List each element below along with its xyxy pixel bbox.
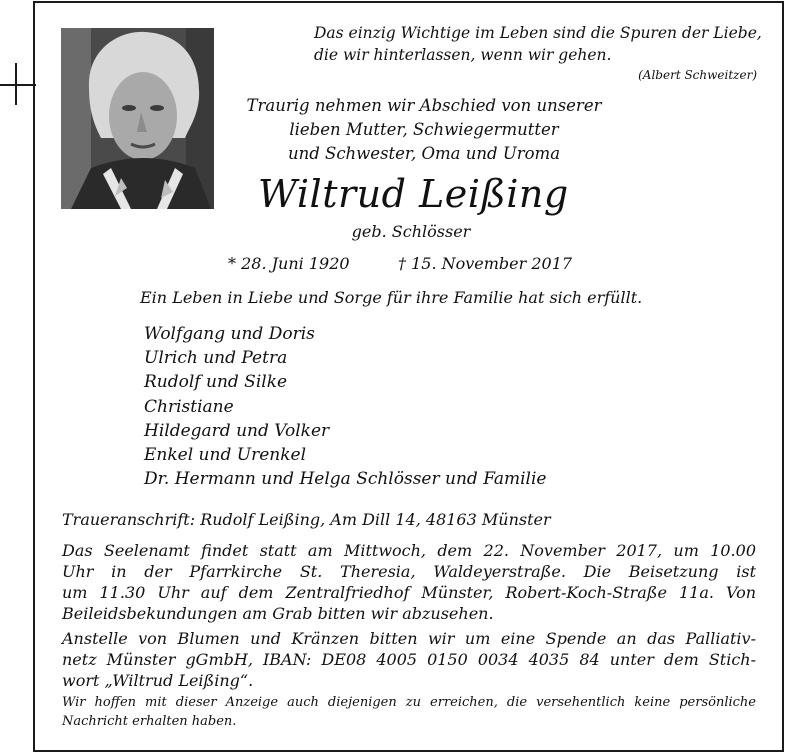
mourning-address: Traueranschrift: Rudolf Leißing, Am Dill 14, 48163 Münster bbox=[62, 510, 551, 529]
portrait-photo bbox=[61, 28, 214, 209]
mourner-entry: Wolfgang und Doris bbox=[144, 324, 315, 344]
quote-line: Das einzig Wichtige im Leben sind die Spuren der Liebe, bbox=[314, 24, 762, 42]
death-date: † 15. November 2017 bbox=[398, 254, 573, 273]
mourner-entry: Ulrich und Petra bbox=[144, 348, 288, 369]
mourner-entry: Rudolf und Silke bbox=[144, 372, 288, 393]
service-line: Das Seelenamt findet statt am Mittwoch, dem 22. November 2017, um 10.00 bbox=[62, 541, 756, 560]
intro-line: lieben Mutter, Schwiegermutter bbox=[289, 120, 559, 139]
cross-symbol-vertical bbox=[15, 63, 17, 105]
note-line: Nachricht erhalten haben. bbox=[62, 714, 237, 729]
mourner-entry: Hildegard und Volker bbox=[144, 420, 330, 441]
closing-note bbox=[62, 693, 756, 731]
service-paragraph bbox=[62, 540, 756, 624]
donation-line: Anstelle von Blumen und Kränzen bitten wir um eine Spende an das Palliativ- bbox=[62, 629, 756, 648]
deceased-name: Wiltrud Leißing bbox=[258, 172, 569, 216]
mourner-entry: Enkel und Urenkel bbox=[144, 445, 307, 466]
birth-date: * 28. Juni 1920 bbox=[228, 254, 350, 273]
service-line: Beileidsbekundungen am Grab bitten wir abzusehen. bbox=[62, 604, 494, 623]
life-statement: Ein Leben in Liebe und Sorge für ihre Familie hat sich erfüllt. bbox=[140, 288, 643, 307]
service-line: um 11.30 Uhr auf dem Zentralfriedhof Münster, Robert-Koch-Straße 11a. Von bbox=[62, 583, 756, 602]
service-line: Uhr in der Pfarrkirche St. Theresia, Waldeyerstraße. Die Beisetzung ist bbox=[62, 562, 756, 581]
quote-author: (Albert Schweitzer) bbox=[638, 68, 757, 82]
mourners-list bbox=[144, 322, 546, 491]
donation-line: netz Münster gGmbH, IBAN: DE08 4005 0150 0034 4035 84 unter dem Stich- bbox=[62, 650, 756, 669]
mourner-entry: Christiane bbox=[144, 396, 234, 417]
intro-line: und Schwester, Oma und Uroma bbox=[287, 144, 561, 163]
donation-paragraph bbox=[62, 628, 756, 691]
cross-symbol-horizontal bbox=[0, 84, 36, 86]
quote-line: die wir hinterlassen, wenn wir gehen. bbox=[314, 46, 612, 64]
mourner-entry: Dr. Hermann und Helga Schlösser und Familie bbox=[144, 469, 547, 490]
note-line: Wir hoffen mit dieser Anzeige auch diejenigen zu erreichen, die versehentlich keine persönliche bbox=[62, 695, 756, 710]
quote-text bbox=[314, 22, 762, 66]
farewell-intro bbox=[222, 94, 626, 166]
intro-line: Traurig nehmen wir Abschied von unserer bbox=[246, 96, 602, 115]
donation-line: wort „Wiltrud Leißing“. bbox=[62, 671, 254, 690]
maiden-name: geb. Schlösser bbox=[351, 222, 471, 241]
